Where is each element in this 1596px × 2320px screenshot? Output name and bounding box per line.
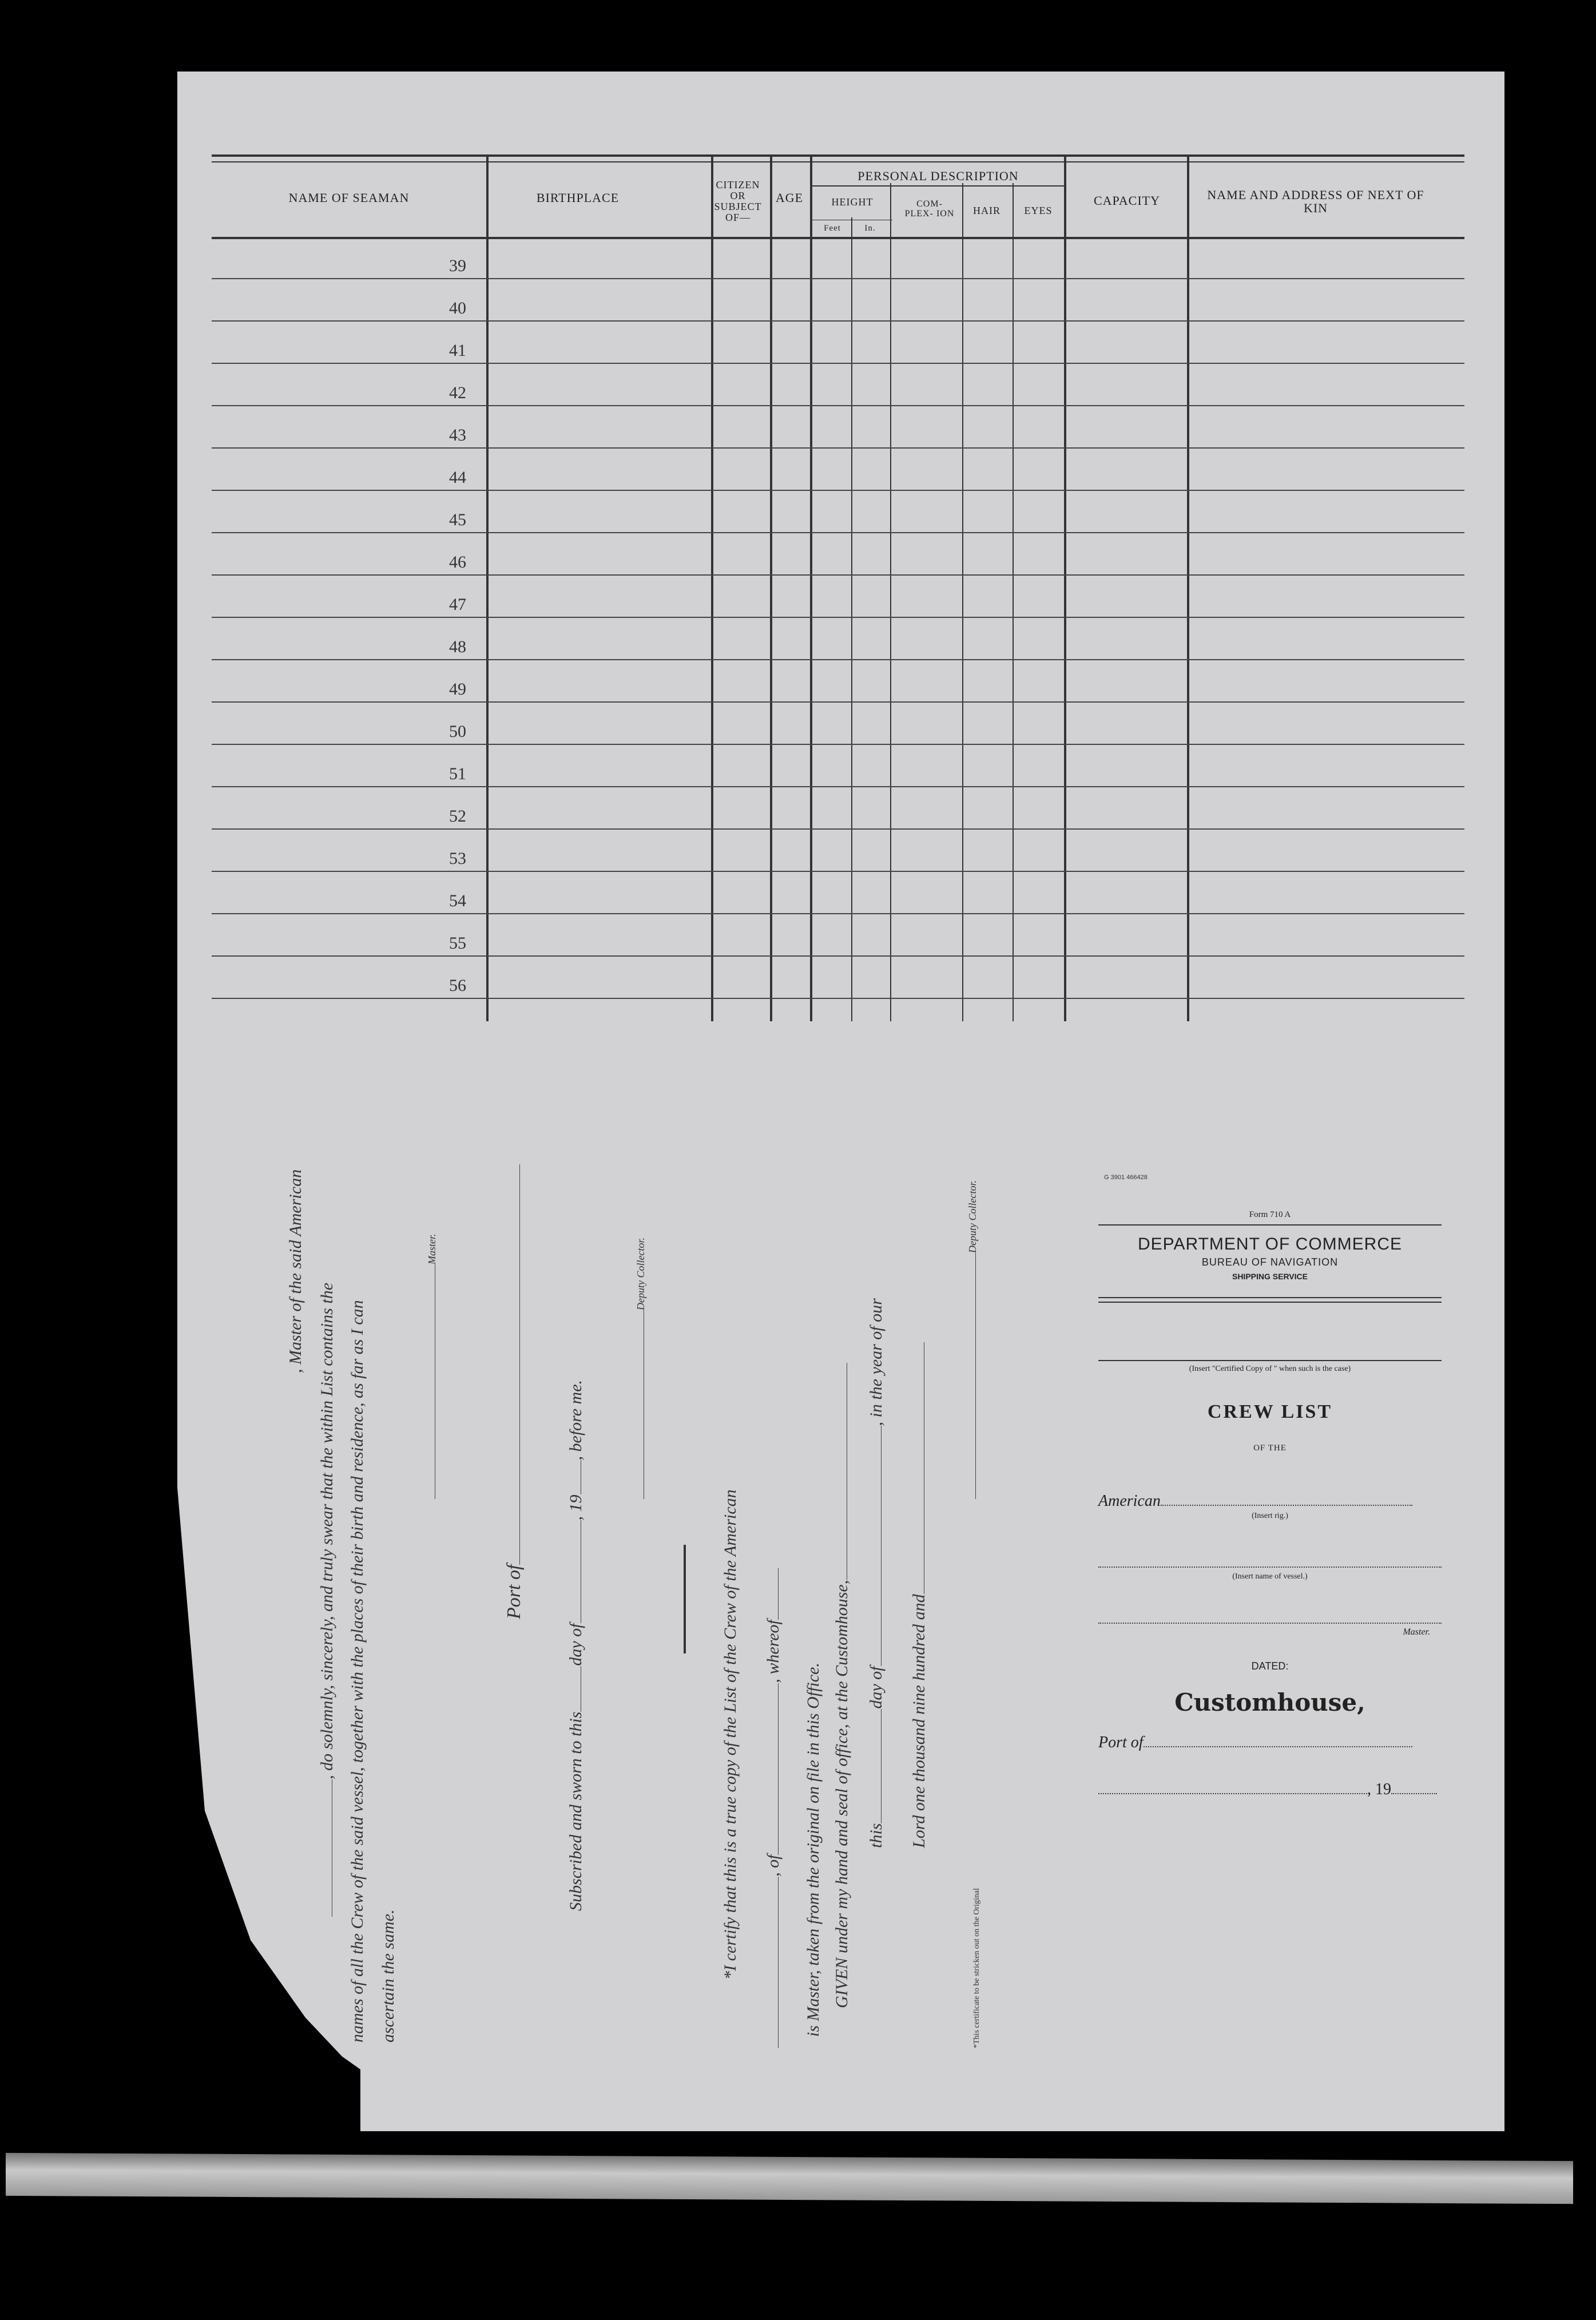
table-row: 56: [212, 957, 1464, 999]
cert-this: thisday of, in the year of our: [867, 1298, 886, 1848]
paper-strip: [6, 2153, 1573, 2204]
table-row: 50: [212, 703, 1464, 745]
table-header: [212, 154, 1464, 239]
header-age: AGE: [775, 191, 804, 205]
insert-copy-note: (Insert "Certified Copy of " when such is the case): [1189, 1365, 1351, 1373]
cert-given: GIVEN under my hand and seal of office, at the Customhouse,: [832, 1363, 852, 2008]
table-row: 52: [212, 787, 1464, 830]
insert-rig: (Insert rig.): [1252, 1512, 1288, 1520]
oath-line-4: ascertain the same.: [379, 1909, 398, 2043]
header-birthplace: BIRTHPLACE: [536, 191, 620, 205]
table-row: 42: [212, 364, 1464, 406]
table-row: 44: [212, 449, 1464, 491]
table-row: 46: [212, 533, 1464, 576]
department: DEPARTMENT OF COMMERCE: [1137, 1235, 1403, 1254]
table-row: 53: [212, 830, 1464, 872]
form-number: Form 710 A: [1249, 1210, 1291, 1219]
table-row: 39: [212, 237, 1464, 279]
header-citizen: CITIZEN OR SUBJECT OF—: [714, 179, 762, 223]
form-code: G 3901 466428: [1104, 1174, 1148, 1181]
oath-line-1: , Master of the said American: [286, 1169, 305, 1373]
port-of-line: Port of: [1098, 1734, 1442, 1752]
table-row: 43: [212, 406, 1464, 449]
header-capacity: CAPACITY: [1094, 193, 1160, 208]
american-line: American: [1098, 1492, 1442, 1510]
header-complexion: COM- PLEX- ION: [904, 199, 955, 219]
header-eyes: EYES: [1024, 205, 1053, 216]
oath-deputy: Deputy Collector.: [635, 1238, 647, 1499]
table-row: 45: [212, 491, 1464, 533]
table-row: 51: [212, 745, 1464, 787]
header-name: NAME OF SEAMAN: [288, 191, 410, 205]
oath-port: Port of: [503, 1164, 525, 1619]
header-hair: HAIR: [973, 205, 1001, 216]
date-line: , 19: [1098, 1780, 1442, 1799]
table-row: 47: [212, 576, 1464, 618]
oath-line-3: names of all the Crew of the said vessel, together with the places of their birth and residence, as far as I can: [348, 1300, 367, 2043]
crew-list-title: CREW LIST: [1207, 1401, 1333, 1422]
cert-line-2: is Master, taken from the original on file in this Office.: [804, 1663, 823, 2037]
table-row: 41: [212, 322, 1464, 364]
insert-name: (Insert name of vessel.): [1232, 1572, 1308, 1581]
header-kin: NAME AND ADDRESS OF NEXT OF KIN: [1207, 188, 1424, 216]
service: SHIPPING SERVICE: [1232, 1272, 1308, 1281]
bureau: BUREAU OF NAVIGATION: [1201, 1256, 1339, 1268]
oath-line-2: , do solemnly, sincerely, and truly swear that the within List contains the: [317, 1283, 337, 1917]
table-row: 54: [212, 872, 1464, 914]
header-height: HEIGHT: [831, 196, 874, 208]
oath-master: Master.: [426, 1234, 438, 1500]
divider: [684, 1545, 686, 1653]
cert-line-1: *I certify that this is a true copy of the List of the Crew of the American: [721, 1489, 740, 1980]
header-personal: PERSONAL DESCRIPTION: [857, 169, 1019, 183]
header-feet: Feet: [824, 224, 841, 233]
dated-label: DATED:: [1251, 1660, 1289, 1672]
cert-deputy: Deputy Collector.: [967, 1180, 979, 1499]
oath-subscribed: Subscribed and sworn to thisday of, 19, before me.: [566, 1379, 585, 1911]
customhouse-title: Customhouse,: [1174, 1688, 1365, 1716]
header-inches: In.: [864, 224, 876, 233]
of-the: OF THE: [1253, 1443, 1287, 1453]
table-row: 49: [212, 660, 1464, 703]
table-row: 55: [212, 914, 1464, 957]
cert-lord: Lord one thousand nine hundred and: [910, 1342, 929, 1848]
master-label: Master.: [1403, 1627, 1430, 1637]
cover-panel: [1098, 1167, 1442, 1799]
cert-footnote: *This certificate to be stricken out on the Original: [972, 1888, 981, 2048]
table-row: 40: [212, 279, 1464, 322]
cert-of-line: , of, whereof: [764, 1568, 783, 2048]
table-row: 48: [212, 618, 1464, 660]
